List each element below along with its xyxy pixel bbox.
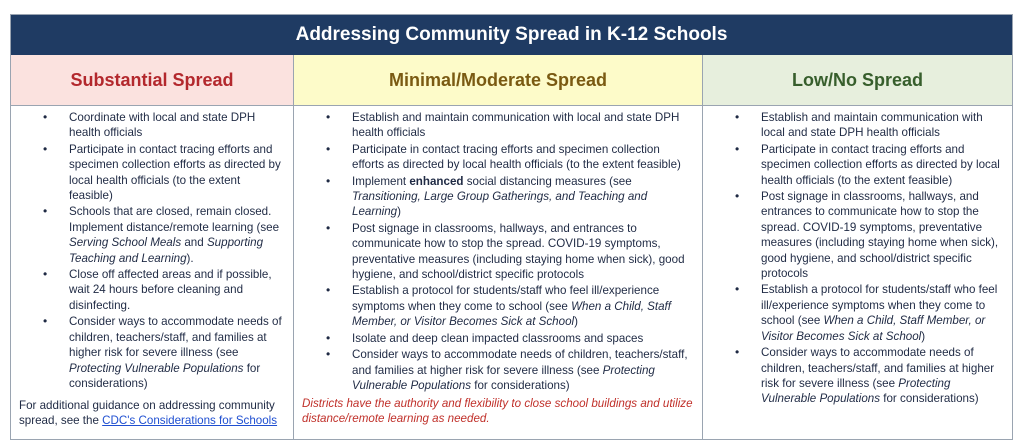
header-moderate-spread: Minimal/Moderate Spread [294, 55, 703, 105]
item-text: Establish and maintain communication with local and state DPH health officials [761, 111, 983, 140]
item-text: for considerations) [69, 361, 261, 390]
item-text: Establish a protocol for students/staff who feel ill/experience symptoms when they come to school (see [761, 283, 998, 328]
list-item [69, 267, 285, 313]
reference-title: Protecting Vulnerable Populations [352, 363, 655, 392]
item-text: and [181, 236, 207, 250]
item-text: Participate in contact tracing efforts and specimen collection efforts as directed by local health officials (to the extent feasible) [761, 142, 1000, 187]
item-text: social distancing measures (see [463, 174, 632, 188]
list-item [69, 110, 285, 141]
reference-title: Transitioning, Large Group Gatherings, and Teaching and Learning [352, 190, 648, 219]
list-item [69, 204, 285, 266]
content-row [11, 106, 1012, 440]
reference-title: Supporting Teaching and Learning [69, 236, 264, 265]
substantial-list [11, 110, 285, 391]
item-text: ). [186, 251, 194, 265]
list-item [761, 282, 1004, 344]
item-text: for considerations) [471, 378, 570, 392]
item-text: ) [397, 205, 401, 219]
item-text: Post signage in classrooms, hallways, and entrances to communicate how to stop the spread. COVID-19 symptoms, preventative measures (including staying home when sick), good hygiene, and school/district specific protocols [352, 221, 685, 282]
reference-title: Serving School Meals [69, 236, 182, 250]
item-text: Participate in contact tracing efforts and specimen collection efforts as directed by local health officials (to the extent feasible) [352, 142, 681, 172]
list-item [352, 331, 694, 346]
item-text: ) [574, 315, 578, 329]
header-row [11, 55, 1012, 106]
substantial-footer [19, 398, 287, 429]
list-item [69, 314, 285, 391]
list-item [352, 142, 694, 173]
low-list [703, 110, 1004, 407]
item-text: for considerations) [880, 392, 979, 406]
item-text: Participate in contact tracing efforts and specimen collection efforts as directed by local health officials (to the extent feasible) [69, 142, 281, 203]
reference-title: Protecting Vulnerable Populations [69, 361, 244, 375]
cdc-considerations-link[interactable]: CDC's Considerations for Schools [102, 414, 278, 428]
emphasis-text: enhanced [409, 174, 464, 188]
moderate-list [294, 110, 694, 393]
item-text: Implement [352, 174, 410, 188]
item-text: Establish a protocol for students/staff who feel ill/experience symptoms when they come to school (see [352, 284, 660, 313]
list-item [761, 110, 1004, 141]
list-item [352, 283, 694, 329]
reference-title: When a Child, Staff Member, or Visitor Becomes Sick at School [761, 314, 986, 343]
item-text: Coordinate with local and state DPH health officials [69, 111, 256, 140]
item-text: Isolate and deep clean impacted classrooms and spaces [352, 331, 644, 345]
list-item [761, 189, 1004, 281]
list-item [69, 142, 285, 204]
substantial-column [11, 106, 294, 440]
item-text: Establish and maintain communication with local and state DPH health officials [352, 111, 680, 140]
item-text: Consider ways to accommodate needs of children, teachers/staff, and families at higher risk for severe illness (see [761, 346, 995, 390]
reference-title: Protecting Vulnerable Populations [761, 376, 951, 406]
footer-text: For additional guidance on addressing community spread, see the [19, 399, 275, 428]
list-item [352, 174, 694, 220]
item-text: Consider ways to accommodate needs of children, teachers/staff, and families at higher risk for severe illness (see [352, 348, 688, 377]
header-substantial-spread: Substantial Spread [11, 55, 294, 105]
table-title: Addressing Community Spread in K-12 Schools [11, 15, 1012, 55]
list-item [352, 221, 694, 283]
list-item [352, 347, 694, 393]
guidance-table [10, 14, 1013, 440]
low-column [703, 106, 1012, 440]
item-text: Schools that are closed, remain closed. Implement distance/remote learning (see [69, 205, 280, 234]
item-text: Consider ways to accommodate needs of children, teachers/staff, and families at higher risk for severe illness (see [69, 315, 282, 360]
moderate-column [294, 106, 703, 440]
item-text: Post signage in classrooms, hallways, and entrances to communicate how to stop the spread. COVID-19 symptoms, preventative measures (including staying home when sick), good hygiene, and school/district specific protocols [761, 190, 999, 281]
reference-title: When a Child, Staff Member, or Visitor Becomes Sick at School [352, 299, 671, 329]
list-item [352, 110, 694, 141]
moderate-footer-note: Districts have the authority and flexibility to close school buildings and utilize distance/remote learning as needed. [302, 397, 693, 426]
header-low-spread: Low/No Spread [703, 55, 1012, 105]
item-text: Close off affected areas and if possible, wait 24 hours before cleaning and disinfecting. [69, 268, 272, 312]
list-item [761, 142, 1004, 188]
item-text: ) [921, 329, 926, 343]
list-item [761, 345, 1004, 407]
